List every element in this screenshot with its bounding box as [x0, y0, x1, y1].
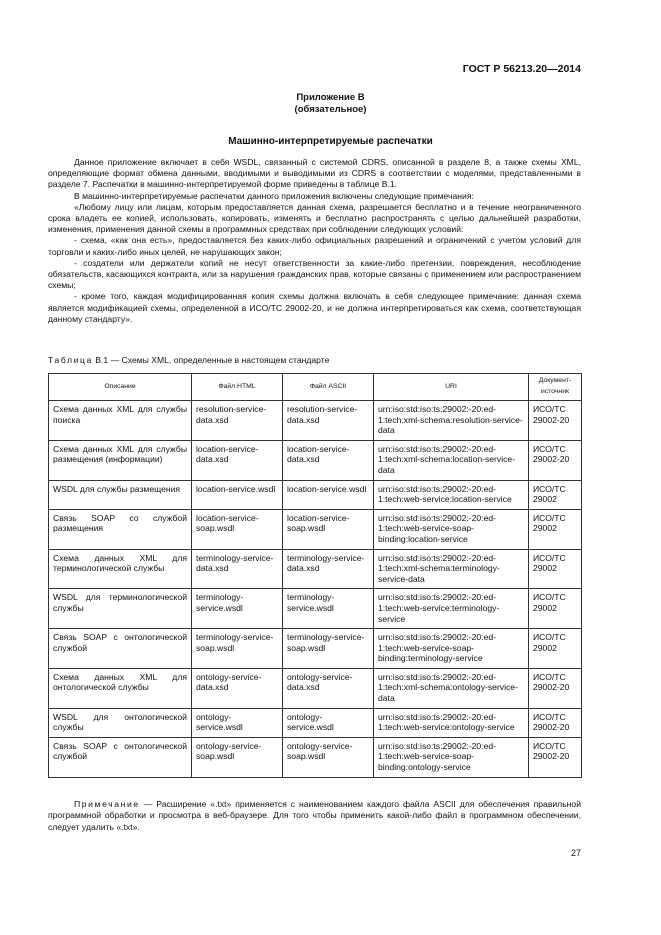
cell-description: WSDL для онтологической службы	[49, 708, 192, 737]
table-row	[49, 549, 582, 589]
cell-description: Связь SOAP с онтологической службой	[49, 629, 192, 669]
cell-source: ИСО/ТС 29002	[529, 549, 582, 589]
cell-html: terminology-service-data.xsd	[192, 549, 283, 589]
appendix-title: Приложение В	[296, 92, 365, 103]
cell-source: ИСО/ТС 29002	[529, 509, 582, 549]
paragraph: «Любому лицу или лицам, которым предоставляется данная схема, разрешается бесплатно и в течение неограниченного срока владеть ее копией, использовать, копировать, изменять и бесплатно распространять с целью дальнейшей разработки, изменения, применения данной схемы в программных средствах при соблюдении следующих условий:	[48, 201, 581, 235]
cell-source: ИСО/ТС 29002-20	[529, 668, 582, 708]
cell-html: location-service-soap.wsdl	[192, 509, 283, 549]
cell-uri: urn:iso:std:iso:ts:29002:-20:ed-1:tech:web-service:ontology-service	[374, 708, 529, 737]
cell-description: Схема данных XML для онтологической службы	[49, 668, 192, 708]
cell-ascii: resolution-service-data.xsd	[283, 401, 374, 441]
cell-description: Схема данных XML для службы размещения (информации)	[49, 440, 192, 480]
header-description: Описание	[49, 374, 192, 401]
cell-ascii: terminology-service-soap.wsdl	[283, 629, 374, 669]
xml-schemas-table	[48, 373, 582, 778]
note-text: — Расширение «.txt» применяется с наименованием каждого файла ASCII для обеспечения правильной программной обработки и просмотра в веб-браузере. Для того чтобы применить какой-либо файл в программном обеспечении, следует удалить «.txt».	[48, 799, 581, 832]
cell-ascii: location-service.wsdl	[283, 480, 374, 509]
table-caption-label: Таблица	[48, 355, 93, 365]
table-note	[48, 799, 581, 833]
paragraph: - кроме того, каждая модифицированная копия схемы должна включать в себя следующее примечание: данная схема является модификацией схемы, определенной в ИСО/ТС 29002-20, и не должна интерпретироваться как схема, соответствующая данному стандарту».	[48, 291, 581, 324]
cell-uri: urn:iso:std:iso:ts:29002:-20:ed-1:tech:xml-schema:resolution-service-data	[374, 401, 529, 441]
cell-html: location-service-data.xsd	[192, 440, 283, 480]
cell-description: Связь SOAP с онтологической службой	[49, 737, 192, 777]
note-label: Примечание	[74, 799, 140, 809]
cell-uri: urn:iso:std:iso:ts:29002:-20:ed-1:tech:xml-schema:terminology-service-data	[374, 549, 529, 589]
table-row	[49, 509, 582, 549]
cell-html: ontology-service.wsdl	[192, 708, 283, 737]
cell-source: ИСО/ТС 29002-20	[529, 401, 582, 441]
cell-source: ИСО/ТС 29002	[529, 589, 582, 629]
header-source: Документ-источник	[529, 374, 582, 401]
cell-ascii: location-service-data.xsd	[283, 440, 374, 480]
cell-html: ontology-service-data.xsd	[192, 668, 283, 708]
header-uri: URI	[374, 374, 529, 401]
header-ascii: Файл ASCII	[283, 374, 374, 401]
paragraph: - схема, «как она есть», предоставляется без каких-либо официальных разрешений и ограничений с учетом условий для торговли и каких-либо иных целей, не нарушающих закон;	[48, 235, 581, 257]
paragraph: В машинно-интерпретируемые распечатки данного приложения включены следующие примечания:	[74, 190, 474, 201]
standard-number: ГОСТ Р 56213.20—2014	[462, 63, 581, 75]
cell-description: Схема данных XML для терминологической службы	[49, 549, 192, 589]
cell-description: WSDL для терминологической службы	[49, 589, 192, 629]
cell-source: ИСО/ТС 29002-20	[529, 708, 582, 737]
body-text	[48, 157, 581, 325]
paragraph: Данное приложение включает в себя WSDL, связанный с системой CDRS, описанной в разделе 8, а также схемы XML, определяющие формат обмена данными, вводимыми и выводимыми из CDRS в соответствии с моделями, представленными в разделе 7. Распечатки в машинно-интерпретируемой форме приведены в таблице В.1.	[48, 157, 581, 190]
appendix-status: (обязательное)	[294, 104, 367, 115]
table-body	[49, 401, 582, 778]
cell-description: Схема данных XML для службы поиска	[49, 401, 192, 441]
cell-ascii: terminology-service.wsdl	[283, 589, 374, 629]
cell-source: ИСО/ТС 29002-20	[529, 440, 582, 480]
cell-source: ИСО/ТС 29002	[529, 629, 582, 669]
cell-ascii: ontology-service-soap.wsdl	[283, 737, 374, 777]
cell-html: location-service.wsdl	[192, 480, 283, 509]
cell-html: terminology-service.wsdl	[192, 589, 283, 629]
cell-source: ИСО/ТС 29002	[529, 480, 582, 509]
cell-uri: urn:iso:std:iso:ts:29002:-20:ed-1:tech:xml-schema:location-service-data	[374, 440, 529, 480]
table-row	[49, 737, 582, 777]
table-row	[49, 589, 582, 629]
table-caption	[48, 355, 329, 365]
cell-ascii: location-service-soap.wsdl	[283, 509, 374, 549]
table-header-row	[49, 374, 582, 401]
header-html: Файл HTML	[192, 374, 283, 401]
cell-uri: urn:iso:std:iso:ts:29002:-20:ed-1:tech:web-service:location-service	[374, 480, 529, 509]
cell-uri: urn:iso:std:iso:ts:29002:-20:ed-1:tech:xml-schema:ontology-service-data	[374, 668, 529, 708]
table-row	[49, 401, 582, 441]
cell-ascii: ontology-service.wsdl	[283, 708, 374, 737]
cell-ascii: ontology-service-data.xsd	[283, 668, 374, 708]
cell-uri: urn:iso:std:iso:ts:29002:-20:ed-1:tech:web-service-soap-binding:location-service	[374, 509, 529, 549]
page-number: 27	[570, 848, 581, 858]
table-row	[49, 629, 582, 669]
table-row	[49, 440, 582, 480]
appendix-heading	[0, 92, 661, 116]
cell-html: ontology-service-soap.wsdl	[192, 737, 283, 777]
cell-uri: urn:iso:std:iso:ts:29002:-20:ed-1:tech:web-service:terminology-service	[374, 589, 529, 629]
table-row	[49, 668, 582, 708]
section-title: Машинно-интерпретируемые распечатки	[228, 136, 433, 147]
cell-html: resolution-service-data.xsd	[192, 401, 283, 441]
cell-ascii: terminology-service-data.xsd	[283, 549, 374, 589]
table-caption-text: В.1 — Схемы XML, определенные в настоящем стандарте	[95, 355, 330, 365]
cell-uri: urn:iso:std:iso:ts:29002:-20:ed-1:tech:web-service-soap-binding:ontology-service	[374, 737, 529, 777]
table-row	[49, 480, 582, 509]
cell-source: ИСО/ТС 29002-20	[529, 737, 582, 777]
cell-uri: urn:iso:std:iso:ts:29002:-20:ed-1:tech:web-service-soap-binding:terminology-service	[374, 629, 529, 669]
cell-description: Связь SOAP со службой размещения	[49, 509, 192, 549]
paragraph: - создатели или держатели копий не несут ответственности за какие-либо претензии, повреждения, несоблюдение обязательств, касающихся контракта, или за нарушения гражданских прав, которые связаны с применением или распространением схемы;	[48, 257, 581, 291]
cell-html: terminology-service-soap.wsdl	[192, 629, 283, 669]
cell-description: WSDL для службы размещения	[49, 480, 192, 509]
table-row	[49, 708, 582, 737]
